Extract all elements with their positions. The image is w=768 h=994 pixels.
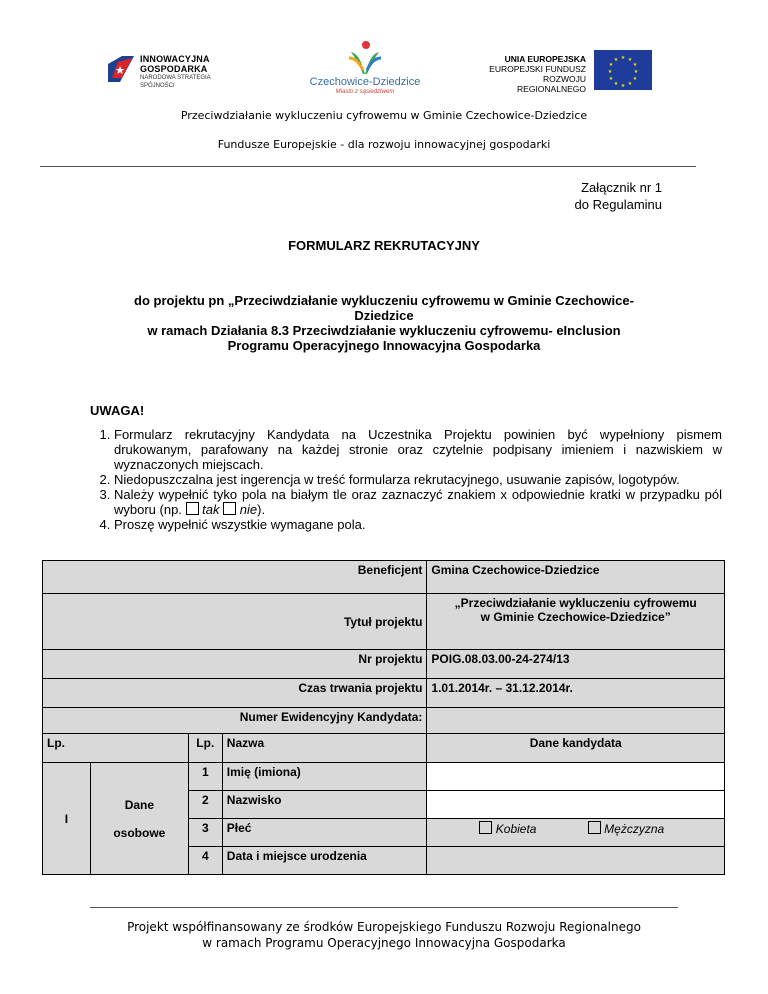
ue-logo-line3: ROZWOJU REGIONALNEGO (517, 74, 586, 94)
row-label: Płeć (222, 819, 427, 847)
svg-text:★: ★ (632, 76, 638, 82)
col-lp2-header: Lp. (188, 734, 222, 763)
notice-list (90, 427, 722, 532)
project-line-2: Dziedzice (354, 308, 414, 323)
row-label: Imię (imiona) (222, 763, 427, 791)
beneficjent-value: Gmina Czechowice-Dziedzice (427, 561, 725, 594)
project-description (90, 293, 678, 353)
ig-logo-line1: INNOWACYJNA (140, 54, 210, 64)
svg-text:★: ★ (608, 76, 614, 82)
czas-trwania-value: 1.01.2014r. – 31.12.2014r. (427, 679, 725, 708)
section-label (90, 763, 188, 875)
example-nie-label: nie (239, 502, 258, 517)
innowacyjna-gospodarka-emblem (108, 56, 134, 82)
svg-text:★: ★ (632, 62, 638, 68)
tytul-value-line-1: „Przeciwdziałanie wykluczeniu cyfrowemu (454, 596, 697, 610)
col-lp-header: Lp. (43, 734, 189, 763)
svg-text:★: ★ (607, 69, 613, 75)
footer-line-2: w ramach Programu Operacyjnego Innowacyjna Gospodarka (202, 936, 566, 950)
attachment-line-2: do Regulaminu (574, 197, 662, 212)
plec-options (427, 819, 725, 847)
svg-text:★: ★ (608, 62, 614, 68)
czechowice-dziedzice-emblem (343, 40, 387, 76)
gmina-logo-tagline: Miasto z sąsiedztwem (335, 89, 395, 95)
project-line-3: w ramach Działania 8.3 Przeciwdziałanie wykluczeniu cyfrowemu- eInclusion (147, 323, 621, 338)
notice-heading: UWAGA! (90, 403, 145, 418)
attachment-line-1: Załącznik nr 1 (581, 180, 662, 195)
project-line-1: do projektu pn „Przeciwdziałanie wykluczeniu cyfrowemu w Gminie Czechowice- (134, 293, 634, 308)
col-nazwa-header: Nazwa (222, 734, 427, 763)
nr-projektu-value: POIG.08.03.00-24-274/13 (427, 650, 725, 679)
notice-item-4: 4. Proszę wypełnić wszystkie wymagane pola. (114, 517, 722, 532)
kobieta-checkbox[interactable] (479, 821, 492, 834)
svg-text:★: ★ (620, 83, 626, 89)
innowacyjna-gospodarka-logo (108, 50, 226, 90)
tytul-label: Tytuł projektu (43, 594, 427, 650)
header-divider (40, 166, 696, 167)
footer-divider (90, 907, 678, 908)
section-label-line-1: Dane (124, 797, 155, 812)
col-dane-header: Dane kandydata (427, 734, 725, 763)
example-checkbox-tak (186, 502, 199, 515)
notice-item-3 (114, 487, 722, 517)
row-label: Data i miejsce urodzenia (222, 847, 427, 875)
attachment-note (575, 179, 662, 213)
row-label: Nazwisko (222, 791, 427, 819)
beneficjent-label: Beneficjent (43, 561, 427, 594)
unia-europejska-logo (464, 50, 654, 92)
example-tak-label: tak (202, 502, 220, 517)
svg-text:★: ★ (620, 55, 626, 61)
imie-input[interactable] (427, 763, 725, 791)
header-line-1: Przeciwdziałanie wykluczeniu cyfrowemu w Gminie Czechowice-Dziedzice (180, 109, 588, 122)
notice-item-3-end: ). (257, 502, 266, 517)
mezczyzna-checkbox[interactable] (588, 821, 601, 834)
ue-logo-line1: UNIA EUROPEJSKA (504, 54, 586, 64)
numer-ewidencyjny-label: Numer Ewidencyjny Kandydata: (43, 708, 427, 734)
notice-item-1: 1. Formularz rekrutacyjny Kandydata na Uczestnika Projektu powinien być wypełniony pismem drukowanym, parafowany na każdej stronie oraz czytelnie podpisany imieniem i nazwiskiem w wyznaczonych miejscach. (114, 427, 722, 472)
czas-trwania-label: Czas trwania projektu (43, 679, 427, 708)
page-title: FORMULARZ REKRUTACYJNY (288, 238, 480, 253)
gmina-logo-name: Czechowice-Dziedzice (309, 76, 421, 88)
footer (0, 919, 768, 951)
numer-ewidencyjny-input[interactable] (427, 708, 725, 734)
tytul-value (427, 594, 725, 650)
section-number: I (43, 763, 91, 875)
mezczyzna-label: Mężczyzna (604, 822, 665, 836)
project-line-4: Programu Operacyjnego Innowacyjna Gospodarka (227, 338, 541, 353)
kobieta-label: Kobieta (495, 822, 537, 836)
recruitment-form-table (42, 560, 725, 875)
notice-item-3-text: Należy wypełnić tyko pola na białym tle oraz zaznaczyć znakiem x odpowiednie kratki w przypadku pól wyboru (np. (114, 487, 722, 517)
data-urodzenia-input[interactable] (427, 847, 725, 875)
row-number: 2 (188, 791, 222, 819)
ig-logo-line3: NARODOWA STRATEGIA SPÓJNOŚCI (140, 75, 211, 89)
row-number: 1 (188, 763, 222, 791)
svg-text:★: ★ (633, 69, 639, 75)
header-line-2: Fundusze Europejskie - dla rozwoju innowacyjnej gospodarki (217, 138, 551, 151)
row-number: 4 (188, 847, 222, 875)
ue-logo-line2: EUROPEJSKI FUNDUSZ (489, 64, 586, 74)
tytul-value-line-2: w Gminie Czechowice-Dziedzice” (480, 610, 671, 624)
ig-logo-line2: GOSPODARKA (140, 64, 208, 74)
section-label-line-2: osobowe (113, 825, 166, 840)
notice-item-2: 2. Niedopuszczalna jest ingerencja w treść formularza rekrutacyjnego, usuwanie zapisów, logotypów. (114, 472, 722, 487)
footer-line-1: Projekt współfinansowany ze środków Europejskiego Funduszu Rozwoju Regionalnego (127, 920, 641, 934)
svg-text:★: ★ (627, 57, 633, 63)
svg-text:★: ★ (627, 81, 633, 87)
nr-projektu-label: Nr projektu (43, 650, 427, 679)
row-number: 3 (188, 819, 222, 847)
svg-text:★: ★ (613, 57, 619, 63)
czechowice-dziedzice-logo (300, 40, 430, 96)
svg-text:★: ★ (613, 81, 619, 87)
example-checkbox-nie (223, 502, 236, 515)
nazwisko-input[interactable] (427, 791, 725, 819)
eu-flag-icon (594, 50, 652, 90)
